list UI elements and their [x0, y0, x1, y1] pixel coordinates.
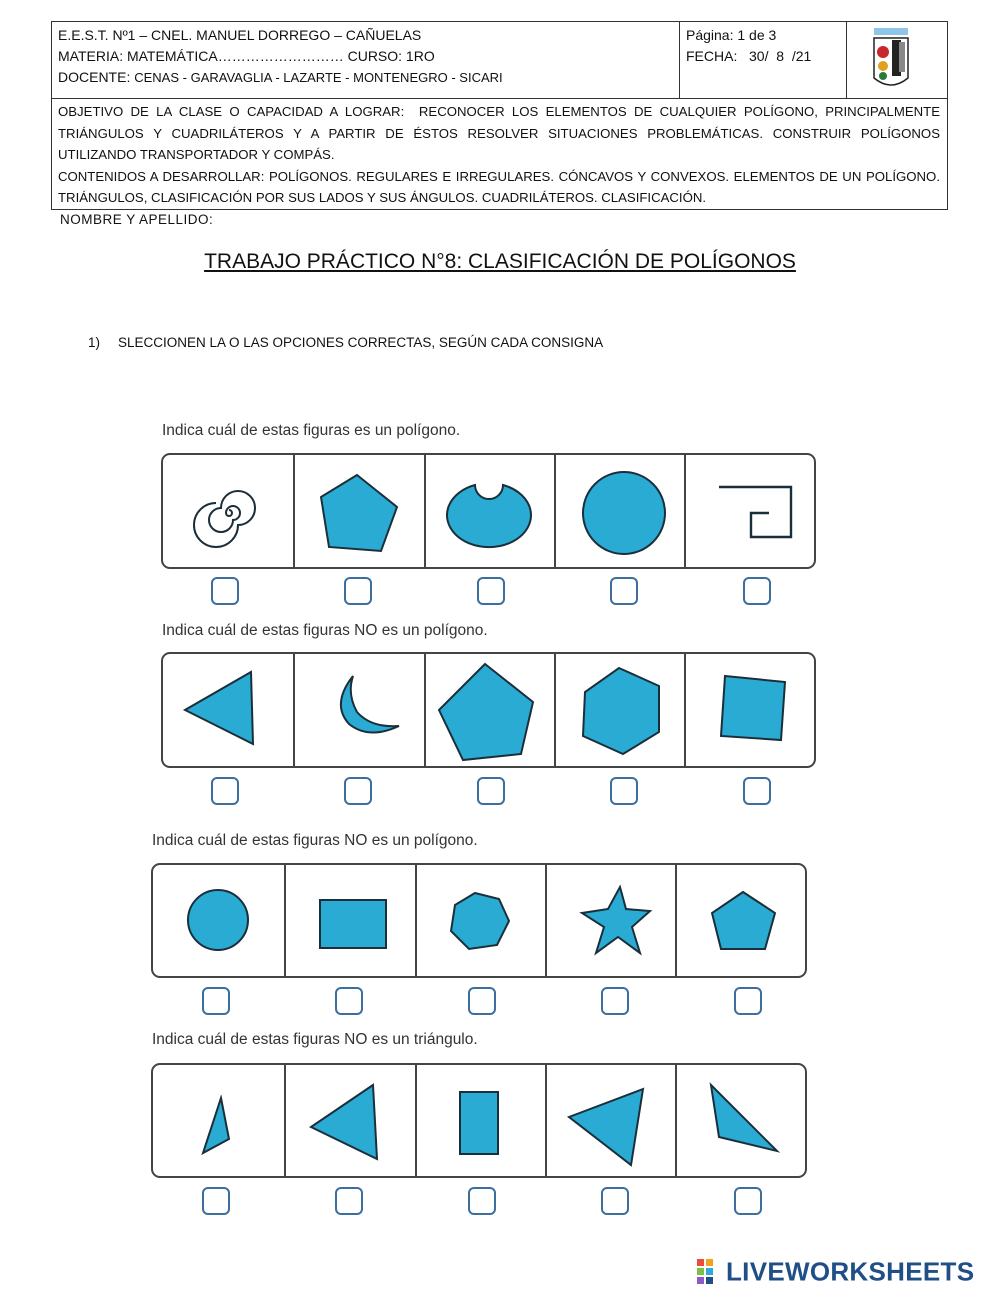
- exercise-2-shapes-row: [161, 652, 816, 768]
- exercise-4-checkbox-3[interactable]: [468, 1187, 496, 1215]
- rectangle-shape: [317, 897, 389, 951]
- header-school-cell: [52, 22, 680, 98]
- header-table: [51, 21, 948, 210]
- triangle-shape: [307, 1081, 383, 1163]
- teachers-names: CENAS - GARAVAGLIA - LAZARTE - MONTENEGRO - SICARI: [134, 70, 503, 85]
- header-top-row: [52, 22, 947, 99]
- exercise-2-checkbox-5[interactable]: [743, 777, 771, 805]
- triangle-shape-2: [565, 1085, 649, 1169]
- spiral-shape: [189, 473, 269, 553]
- question-number: 1): [88, 335, 101, 350]
- exercise-1-checkbox-5[interactable]: [743, 577, 771, 605]
- thin-triangle-shape: [199, 1095, 233, 1157]
- question-text: SLECCIONEN LA O LAS OPCIONES CORRECTAS, SEGÚN CADA CONSIGNA: [118, 335, 604, 350]
- teachers-line: [58, 67, 673, 88]
- square-shape: [717, 672, 789, 744]
- exercise-3-checkbox-1[interactable]: [202, 987, 230, 1015]
- exercise-2-checkbox-2[interactable]: [344, 777, 372, 805]
- pentagon-shape-small: [709, 889, 777, 953]
- school-logo: [847, 22, 947, 98]
- question-1: [88, 335, 603, 350]
- crescent-shape: [327, 672, 403, 744]
- exercise-2-prompt: Indica cuál de estas figuras NO es un polígono.: [162, 622, 488, 639]
- exercise-3-checkbox-5[interactable]: [734, 987, 762, 1015]
- circle-shape: [185, 887, 251, 953]
- school-name: E.E.S.T. Nº1 – CNEL. MANUEL DORREGO – CAÑUELAS: [58, 27, 422, 43]
- contents-label: CONTENIDOS A DESARROLLAR:: [58, 168, 265, 184]
- subject-course: MATERIA: MATEMÁTICA……………………… CURSO: 1RO: [58, 48, 435, 64]
- exercise-1-prompt: Indica cuál de estas figuras es un polígono.: [162, 422, 461, 439]
- square-spiral-shape: [711, 479, 795, 543]
- brand-text: LIVEWORKSHEETS: [726, 1256, 975, 1287]
- exercise-2-checkbox-3[interactable]: [477, 777, 505, 805]
- exercise-1-checkbox-4[interactable]: [610, 577, 638, 605]
- exercise-1-checkbox-1[interactable]: [211, 577, 239, 605]
- objective-text: RECONOCER LOS ELEMENTOS DE CUALQUIER POLÍGONO, PRINCIPALMENTE TRIÁNGULOS Y CUADRILÁTEROS Y A PARTIR DE ÉSTOS RESOLVER SITUACIONES PROBLEMÁTICAS. CONSTRUIR POLÍGONOS UTILIZANDO TRANSPORTADOR Y COMPÁS.: [58, 104, 941, 162]
- exercise-4-checkbox-1[interactable]: [202, 1187, 230, 1215]
- exercise-3-checkbox-4[interactable]: [601, 987, 629, 1015]
- liveworksheets-logo-icon: [697, 1259, 723, 1285]
- exercise-2-checkbox-1[interactable]: [211, 777, 239, 805]
- worksheet-title: TRABAJO PRÁCTICO N°8: CLASIFICACIÓN DE POLÍGONOS: [204, 250, 796, 273]
- star-shape: [578, 883, 654, 957]
- triangle-shape: [181, 668, 255, 748]
- teachers-label: DOCENTE:: [58, 69, 131, 85]
- page-number: Página: 1 de 3: [686, 27, 777, 43]
- rectangle-shape: [457, 1089, 501, 1157]
- exercise-4-checkbox-5[interactable]: [734, 1187, 762, 1215]
- exercise-3-prompt: Indica cuál de estas figuras NO es un polígono.: [152, 832, 478, 849]
- exercise-4-prompt: Indica cuál de estas figuras NO es un triángulo.: [152, 1031, 478, 1048]
- exercise-4-checkbox-2[interactable]: [335, 1187, 363, 1215]
- exercise-3-shapes-row: [151, 863, 807, 978]
- exercise-1-shapes-row: [161, 453, 816, 569]
- date: FECHA: 30/ 8 /21: [686, 48, 812, 64]
- hexagon-shape: [579, 664, 665, 758]
- contents-text: POLÍGONOS. REGULARES E IRREGULARES. CÓNCAVOS Y CONVEXOS. ELEMENTOS DE UN POLÍGONO. TRIÁNGULOS, CLASIFICACIÓN POR SUS LADOS Y SUS ÁNGULOS. CUADRILÁTEROS. CLASIFICACIÓN.: [58, 168, 940, 205]
- header-page-cell: [680, 22, 847, 98]
- liveworksheets-brand[interactable]: [697, 1255, 974, 1285]
- exercise-3-checkbox-2[interactable]: [335, 987, 363, 1015]
- triangle-shape-3: [707, 1081, 781, 1155]
- heptagon-shape: [447, 889, 511, 953]
- exercise-4-shapes-row: [151, 1063, 807, 1178]
- objectives-block: [58, 101, 940, 209]
- crescent-blob-shape: [445, 479, 533, 551]
- pentagon-shape-large: [435, 660, 537, 762]
- header-logo-cell: [847, 22, 947, 98]
- circle-shape: [580, 469, 668, 557]
- student-name-label: NOMBRE Y APELLIDO:: [60, 212, 214, 227]
- exercise-1-checkbox-3[interactable]: [477, 577, 505, 605]
- exercise-3-checkbox-3[interactable]: [468, 987, 496, 1015]
- objective-label: OBJETIVO DE LA CLASE O CAPACIDAD A LOGRAR:: [58, 104, 405, 119]
- pentagon-shape: [317, 471, 401, 555]
- exercise-1-checkbox-2[interactable]: [344, 577, 372, 605]
- exercise-2-checkbox-4[interactable]: [610, 777, 638, 805]
- exercise-4-checkbox-4[interactable]: [601, 1187, 629, 1215]
